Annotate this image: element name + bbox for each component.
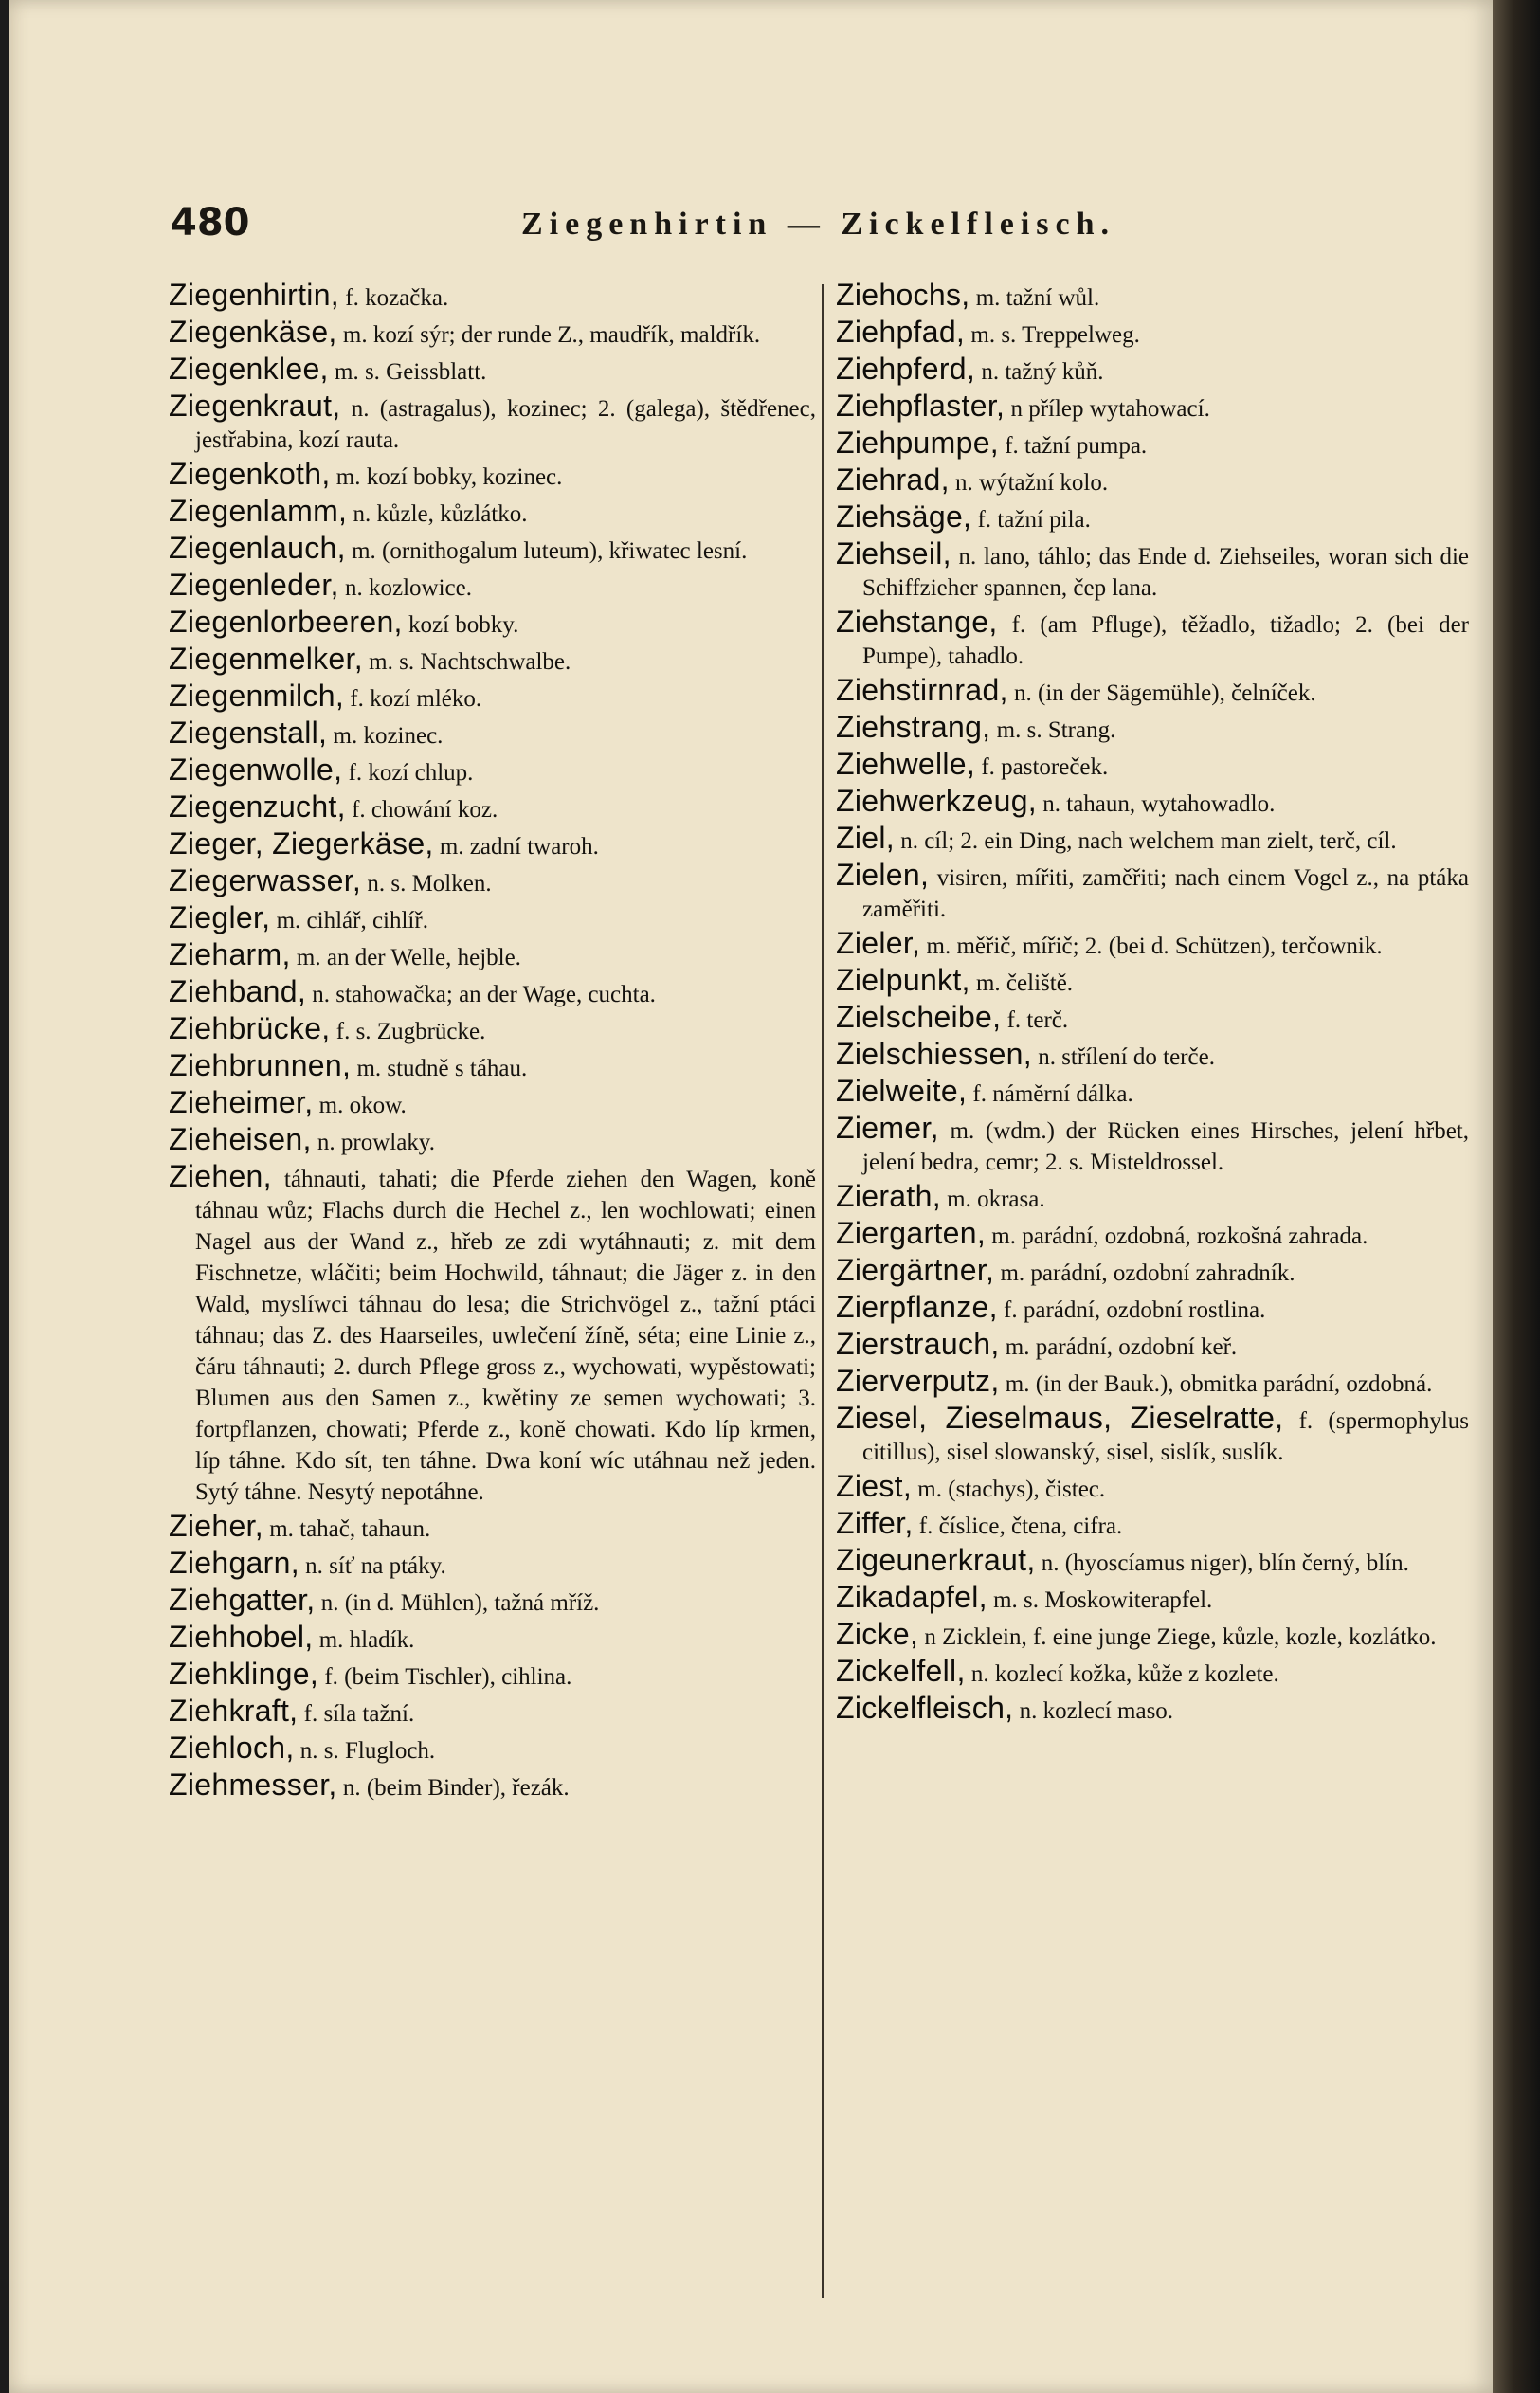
entry-definition: m. (wdm.) der Rücken eines Hirsches, jelení hřbet, jelení bedra, cemr; 2. s. Misteldrossel. xyxy=(862,1118,1469,1175)
dictionary-entry xyxy=(169,828,816,862)
dictionary-entry xyxy=(836,1545,1469,1579)
dictionary-entry xyxy=(836,1656,1469,1690)
entry-definition: n. (in der Sägemühle), čelníček. xyxy=(1007,680,1316,706)
dictionary-entry xyxy=(836,1403,1469,1468)
dictionary-entry xyxy=(836,1113,1469,1178)
entry-headword: Zieharm, xyxy=(169,937,291,971)
dictionary-entry xyxy=(169,644,816,678)
entry-headword: Ziegenlorbeeren, xyxy=(169,605,403,639)
entry-headword: Ziegenkraut, xyxy=(169,389,341,423)
dictionary-entry xyxy=(836,390,1469,425)
entry-definition: f. náměrní dálka. xyxy=(967,1081,1133,1107)
dictionary-entry xyxy=(169,791,816,825)
entry-definition: n. kozlowice. xyxy=(338,575,472,601)
entry-definition: f. parádní, ozdobní rostlina. xyxy=(997,1297,1266,1323)
column-divider xyxy=(822,284,824,2298)
entry-definition: f. (am Pfluge), těžadlo, tižadlo; 2. (bei der Pumpe), tahadlo. xyxy=(862,612,1469,669)
entry-definition: m. cihlář, cihlíř. xyxy=(270,908,428,934)
entry-definition: m. parádní, ozdobní keř. xyxy=(999,1334,1238,1360)
entry-definition: m. okow. xyxy=(313,1093,407,1118)
dictionary-entry xyxy=(169,390,816,456)
entry-definition: m. měřič, mířič; 2. (bei d. Schützen), terčownik. xyxy=(920,934,1383,959)
dictionary-entry xyxy=(836,712,1469,746)
entry-headword: Zieheimer, xyxy=(169,1085,314,1119)
dictionary-entry xyxy=(836,1366,1469,1400)
dictionary-entry xyxy=(836,1471,1469,1505)
dictionary-entry xyxy=(169,939,816,973)
entry-definition: n. (astragalus), kozinec; 2. (galega), štědřenec, jestřabina, kozí rauta. xyxy=(195,396,816,453)
entry-headword: Zieger, Ziegerkäse, xyxy=(169,826,434,861)
dictionary-entry xyxy=(169,717,816,752)
entry-headword: Ziergärtner, xyxy=(836,1253,995,1287)
entry-headword: Ziehkraft, xyxy=(169,1694,299,1728)
entry-definition: táhnauti, tahati; die Pferde ziehen den Wagen, koně táhnau wůz; Flachs durch die Hechel z., len wochlowati; einen Nagel aus der Wand z., hřeb ze zdi wytáhnauti; z. mit dem Fischnetze, wláčiti; beim Hochwild, táhnaut; die Jäger z. in den Wald, myslíwci táhnau do lesa; die Strichvögel z., tažní ptáci táhnau; das Z. des Haarseiles, uwlečení žíně, séta; eine Linie z., čáru táhnauti; 2. durch Pflege gross z., wychowati, wypěstowati; Blumen aus den Samen z., kwětiny ze semen wychowati; 3. fortpflanzen, chowati; Pferde z., koně chowati. Kdo líp krmen, líp táhne. Kdo sít, ten táhne. Dwa koní wíc utáhnau než jeden. Sytý táhne. Nesytý nepotáhne. xyxy=(195,1167,816,1505)
entry-definition: m. tahač, tahaun. xyxy=(263,1516,431,1542)
dictionary-entry xyxy=(169,1511,816,1545)
entry-headword: Ziehgatter, xyxy=(169,1583,316,1617)
dictionary-entry xyxy=(836,501,1469,535)
entry-headword: Ziegenkoth, xyxy=(169,457,331,491)
dictionary-entry xyxy=(836,1002,1469,1036)
entry-definition: n. (in d. Mühlen), tažná mříž. xyxy=(315,1590,600,1616)
dictionary-entry xyxy=(836,1181,1469,1215)
dictionary-entry xyxy=(169,1585,816,1619)
entry-headword: Zieher, xyxy=(169,1509,263,1543)
entry-definition: m. s. Strang. xyxy=(990,717,1116,743)
dictionary-entry xyxy=(169,533,816,567)
dictionary-entry xyxy=(169,317,816,351)
entry-definition: visiren, mířiti, zaměřiti; nach einem Vogel z., na ptáka zaměřiti. xyxy=(862,865,1469,922)
entry-definition: n. kozlecí kožka, kůže z kozlete. xyxy=(965,1661,1279,1687)
entry-headword: Ziehsäge, xyxy=(836,499,972,534)
running-title: Ziegenhirtin — Zickelfleisch. xyxy=(521,207,1116,242)
entry-headword: Zielen, xyxy=(836,858,930,892)
entry-headword: Ziehhobel, xyxy=(169,1620,314,1654)
dictionary-entry xyxy=(169,1050,816,1084)
entry-definition: n. střílení do terče. xyxy=(1031,1044,1215,1070)
dictionary-entry xyxy=(836,860,1469,925)
right-column xyxy=(836,280,1469,1730)
dictionary-entry xyxy=(836,1218,1469,1252)
entry-headword: Ziegler, xyxy=(169,900,271,934)
entry-headword: Ziffer, xyxy=(836,1506,914,1540)
dictionary-page xyxy=(9,0,1493,2393)
dictionary-entry xyxy=(169,1732,816,1767)
dictionary-entry xyxy=(836,1039,1469,1073)
entry-headword: Zikadapfel, xyxy=(836,1580,987,1614)
entry-headword: Zigeunerkraut, xyxy=(836,1543,1036,1577)
entry-headword: Ziergarten, xyxy=(836,1216,987,1250)
page-number: 480 xyxy=(171,201,250,245)
entry-definition: kozí bobky. xyxy=(402,612,519,638)
entry-headword: Ziehstange, xyxy=(836,605,998,639)
dictionary-entry xyxy=(169,1548,816,1582)
entry-definition: n. lano, táhlo; das Ende d. Ziehseiles, woran sich die Schiffzieher spannen, čep lana. xyxy=(862,544,1469,601)
left-column xyxy=(169,280,816,1806)
dictionary-entry xyxy=(169,459,816,493)
entry-definition: m. studně s táhau. xyxy=(351,1056,528,1081)
dictionary-entry xyxy=(169,680,816,715)
entry-headword: Ziehwerkzeug, xyxy=(836,784,1037,818)
book-binding-edge xyxy=(1493,0,1540,2393)
entry-headword: Ziegenwolle, xyxy=(169,752,343,787)
entry-headword: Ziehband, xyxy=(169,974,307,1008)
entry-headword: Ziest, xyxy=(836,1469,913,1503)
dictionary-entry xyxy=(169,280,816,314)
entry-definition: f. číslice, čtena, cifra. xyxy=(913,1514,1123,1539)
entry-definition: m. zadní twaroh. xyxy=(433,834,599,860)
dictionary-entry xyxy=(169,902,816,936)
entry-definition: n. cíl; 2. ein Ding, nach welchem man zielt, terč, cíl. xyxy=(894,828,1397,854)
entry-headword: Zierverputz, xyxy=(836,1364,1000,1398)
entry-definition: n. kůzle, kůzlátko. xyxy=(347,501,528,527)
entry-definition: m. kozí sýr; der runde Z., maudřík, maldřík. xyxy=(336,322,761,348)
entry-definition: m. kozí bobky, kozinec. xyxy=(330,464,563,490)
dictionary-entry xyxy=(169,496,816,530)
dictionary-entry xyxy=(836,1255,1469,1289)
dictionary-entry xyxy=(836,427,1469,462)
entry-headword: Zieler, xyxy=(836,926,921,960)
entry-headword: Ziehen, xyxy=(169,1159,272,1193)
dictionary-entry xyxy=(169,1013,816,1047)
entry-definition: n. prowlaky. xyxy=(311,1130,435,1155)
dictionary-entry xyxy=(169,1659,816,1693)
entry-headword: Ziemer, xyxy=(836,1111,939,1145)
entry-headword: Ziehbrunnen, xyxy=(169,1048,352,1082)
entry-headword: Zieheisen, xyxy=(169,1122,312,1156)
dictionary-entry xyxy=(169,1124,816,1158)
entry-headword: Ziehwelle, xyxy=(836,747,976,781)
dictionary-entry xyxy=(836,1292,1469,1326)
dictionary-entry xyxy=(169,865,816,899)
entry-headword: Ziesel, Zieselmaus, Zieselratte, xyxy=(836,1401,1284,1435)
entry-definition: m. s. Moskowiterapfel. xyxy=(987,1587,1213,1613)
entry-definition: n. tahaun, wytahowadlo. xyxy=(1037,791,1276,817)
dictionary-entry xyxy=(836,786,1469,820)
dictionary-entry xyxy=(836,1619,1469,1653)
dictionary-entry xyxy=(169,1161,816,1508)
entry-definition: f. tažní pila. xyxy=(971,507,1091,533)
entry-definition: n. kozlecí maso. xyxy=(1013,1698,1174,1724)
entry-headword: Ziehgarn, xyxy=(169,1546,299,1580)
dictionary-entry xyxy=(836,607,1469,672)
entry-headword: Ziehloch, xyxy=(169,1731,295,1765)
entry-definition: m. s. Geissblatt. xyxy=(328,359,487,385)
entry-headword: Ziegerwasser, xyxy=(169,863,362,897)
dictionary-entry xyxy=(836,1329,1469,1363)
entry-headword: Ziehochs, xyxy=(836,278,970,312)
dictionary-entry xyxy=(169,1087,816,1121)
entry-headword: Zielschiessen, xyxy=(836,1037,1032,1071)
entry-headword: Ziegenkäse, xyxy=(169,315,337,349)
page-header xyxy=(161,201,1488,258)
entry-headword: Ziegenmelker, xyxy=(169,642,363,676)
entry-definition: m. kozinec. xyxy=(327,723,444,749)
entry-headword: Zickelfell, xyxy=(836,1654,966,1688)
entry-headword: Ziehstirnrad, xyxy=(836,673,1008,707)
entry-definition: f. chowání koz. xyxy=(345,797,498,823)
entry-definition: m. parádní, ozdobná, rozkošná zahrada. xyxy=(986,1224,1368,1249)
entry-definition: n Zicklein, f. eine junge Ziege, kůzle, kozle, kozlátko. xyxy=(918,1624,1437,1650)
entry-headword: Zicke, xyxy=(836,1617,919,1651)
dictionary-entry xyxy=(836,317,1469,351)
entry-definition: n. stahowačka; an der Wage, cuchta. xyxy=(306,982,656,1007)
entry-headword: Ziegenhirtin, xyxy=(169,278,339,312)
entry-headword: Zielweite, xyxy=(836,1074,968,1108)
entry-definition: m. s. Treppelweg. xyxy=(965,322,1140,348)
entry-headword: Ziegenstall, xyxy=(169,716,328,750)
dictionary-entry xyxy=(836,1693,1469,1727)
entry-headword: Ziehpfad, xyxy=(836,315,966,349)
entry-headword: Ziegenlamm, xyxy=(169,494,348,528)
entry-headword: Ziehpferd, xyxy=(836,352,976,386)
entry-definition: f. kozí mléko. xyxy=(344,686,482,712)
dictionary-entry xyxy=(836,823,1469,857)
entry-headword: Ziehpflaster, xyxy=(836,389,1006,423)
entry-definition: n. tažný kůň. xyxy=(975,359,1104,385)
dictionary-entry xyxy=(836,464,1469,499)
dictionary-entry xyxy=(169,354,816,388)
entry-headword: Zierstrauch, xyxy=(836,1327,1000,1361)
entry-definition: m. (stachys), čistec. xyxy=(912,1477,1106,1502)
entry-definition: n. (beim Binder), řezák. xyxy=(336,1775,570,1801)
entry-definition: f. pastoreček. xyxy=(975,754,1109,780)
entry-definition: m. okrasa. xyxy=(940,1187,1045,1212)
entry-definition: f. s. Zugbrücke. xyxy=(330,1019,486,1044)
entry-definition: m. tažní wůl. xyxy=(969,285,1100,311)
dictionary-entry xyxy=(836,280,1469,314)
entry-headword: Zierpflanze, xyxy=(836,1290,998,1324)
dictionary-entry xyxy=(836,675,1469,709)
dictionary-entry xyxy=(169,1769,816,1804)
dictionary-entry xyxy=(836,1076,1469,1110)
entry-headword: Ziehseil, xyxy=(836,536,951,571)
dictionary-entry xyxy=(169,607,816,641)
entry-definition: f. kozí chlup. xyxy=(342,760,474,786)
entry-headword: Ziehklinge, xyxy=(169,1657,319,1691)
entry-headword: Zielpunkt, xyxy=(836,963,970,997)
entry-definition: m. parádní, ozdobní zahradník. xyxy=(994,1260,1295,1286)
entry-definition: f. (spermophylus citillus), sisel slowanský, sisel, sislík, suslík. xyxy=(862,1408,1469,1465)
entry-definition: n. (hyoscíamus niger), blín černý, blín. xyxy=(1035,1550,1409,1576)
entry-headword: Zierath, xyxy=(836,1179,941,1213)
entry-headword: Ziegenmilch, xyxy=(169,679,345,713)
entry-headword: Ziegenklee, xyxy=(169,352,329,386)
entry-headword: Ziegenzucht, xyxy=(169,789,346,824)
entry-definition: n. s. Flugloch. xyxy=(294,1738,436,1764)
entry-definition: n. s. Molken. xyxy=(361,871,492,897)
entry-headword: Ziel, xyxy=(836,821,895,855)
entry-headword: Ziehrad, xyxy=(836,462,950,497)
entry-headword: Ziehpumpe, xyxy=(836,426,999,460)
entry-definition: f. terč. xyxy=(1001,1007,1069,1033)
dictionary-entry xyxy=(836,965,1469,999)
entry-headword: Ziehmesser, xyxy=(169,1768,337,1802)
dictionary-entry xyxy=(836,538,1469,604)
dictionary-entry xyxy=(169,1622,816,1656)
dictionary-entry xyxy=(169,570,816,604)
entry-definition: m. hladík. xyxy=(313,1627,415,1653)
entry-definition: n. wýtažní kolo. xyxy=(949,470,1109,496)
dictionary-entry xyxy=(169,1695,816,1730)
entry-definition: m. s. Nachtschwalbe. xyxy=(362,649,571,675)
entry-definition: n přílep wytahowací. xyxy=(1005,396,1210,422)
entry-definition: m. (in der Bauk.), obmitka parádní, ozdobná. xyxy=(999,1371,1433,1397)
entry-headword: Ziehstrang, xyxy=(836,710,991,744)
dictionary-entry xyxy=(836,749,1469,783)
dictionary-entry xyxy=(836,1582,1469,1616)
entry-headword: Ziehbrücke, xyxy=(169,1011,331,1045)
entry-headword: Ziegenlauch, xyxy=(169,531,346,565)
entry-definition: n. síť na ptáky. xyxy=(299,1553,446,1579)
dictionary-entry xyxy=(836,354,1469,388)
dictionary-entry xyxy=(169,754,816,789)
entry-headword: Ziegenleder, xyxy=(169,568,339,602)
dictionary-entry xyxy=(836,1508,1469,1542)
entry-headword: Zickelfleisch, xyxy=(836,1691,1014,1725)
entry-headword: Zielscheibe, xyxy=(836,1000,1002,1034)
entry-definition: m. an der Welle, hejble. xyxy=(290,945,521,970)
entry-definition: f. tažní pumpa. xyxy=(998,433,1148,459)
dictionary-entry xyxy=(169,976,816,1010)
dictionary-entry xyxy=(836,928,1469,962)
entry-definition: m. (ornithogalum luteum), křiwatec lesní. xyxy=(345,538,748,564)
entry-definition: f. síla tažní. xyxy=(298,1701,415,1727)
entry-definition: f. kozačka. xyxy=(339,285,449,311)
entry-definition: f. (beim Tischler), cihlina. xyxy=(318,1664,572,1690)
entry-definition: m. čeliště. xyxy=(969,970,1074,996)
